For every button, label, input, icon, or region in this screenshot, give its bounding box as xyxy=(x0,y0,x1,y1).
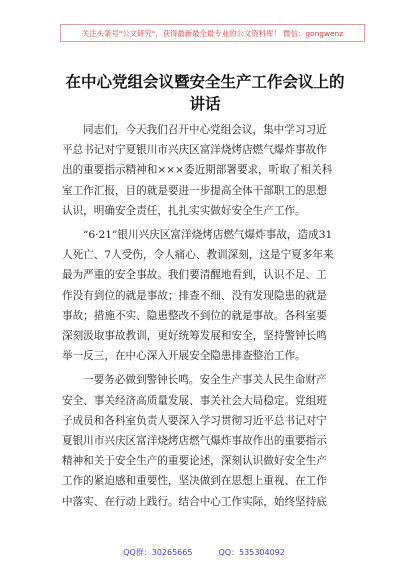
footer-qq: QQ：535304092 xyxy=(218,548,285,557)
page-footer xyxy=(0,547,408,558)
text-line: 精神和关于安全生产的重要论述，深刻认识做好安全生产 xyxy=(62,455,327,468)
text-line: 出的重要指示精神和×××委近期部署要求，听取了相关科 xyxy=(62,164,333,177)
text-line: 人死亡、7人受伤，令人痛心、教训深刻，这是宁夏多年来 xyxy=(62,249,334,262)
text-line: 子成员和各科室负责人要深入学习贯彻习近平总书记对宁 xyxy=(62,414,327,427)
text-line: 深刻汲取事故教训，更好统筹发展和安全，坚持警钟长鸣 xyxy=(62,330,327,343)
text-line: 作没有到位的就是事故；排查不细、没有发现隐患的就是 xyxy=(62,289,327,302)
text-line: 室工作汇报，目的就是要进一步提高全体干部职工的思想 xyxy=(62,184,327,197)
text-line: 举一反三，在中心深入开展安全隐患排查整治工作。 xyxy=(62,350,306,363)
top-banner xyxy=(60,24,365,42)
title-line: 讲话 xyxy=(189,95,221,113)
text-line: 同志们，今天我们召开中心党组会议，集中学习习近 xyxy=(83,124,327,136)
title-line: 在中心党组会议暨安全生产工作会议上的 xyxy=(65,73,345,91)
text-line: 事故；措施不实、隐患整改不到位的就是事故。各科室要 xyxy=(62,309,327,322)
text-line: 安全、事关经济高质量发展、事关社会大局稳定。党组班 xyxy=(62,394,327,407)
text-line: 中落实、在行动上践行。结合中心工作实际，始终坚持底 xyxy=(62,495,327,508)
paragraph-3 xyxy=(62,370,354,511)
banner-text: 关注头条号"公文研究"，获得最新最全最专业的公文资料库！ 微信：gongwenz xyxy=(81,28,344,38)
paragraph-1 xyxy=(62,120,354,221)
page-title xyxy=(40,71,370,115)
text-line: 夏银川市兴庆区富洋烧烤店燃气爆炸事故作出的重要指示 xyxy=(62,435,327,448)
text-line: 一要务必做到警钟长鸣。安全生产事关人民生命财产 xyxy=(83,374,327,387)
text-line: 工作的紧迫感和重要性，坚决做到在思想上重视、在工作 xyxy=(62,475,327,488)
document-body xyxy=(62,120,354,512)
text-line: 认识，明确安全责任，扎扎实实做好安全生产工作。 xyxy=(62,204,306,217)
text-line: “6·21”银川兴庆区富洋烧烤店燃气爆炸事故，造成31 xyxy=(83,229,333,242)
footer-qq-group: QQ群：30265665 xyxy=(123,548,193,557)
text-line: 最为严重的安全事故。我们要清醒地看到，认识不足、工 xyxy=(62,269,327,282)
paragraph-2 xyxy=(62,225,354,366)
text-line: 平总书记对宁夏银川市兴庆区富洋烧烤店燃气爆炸事故作 xyxy=(62,144,327,157)
